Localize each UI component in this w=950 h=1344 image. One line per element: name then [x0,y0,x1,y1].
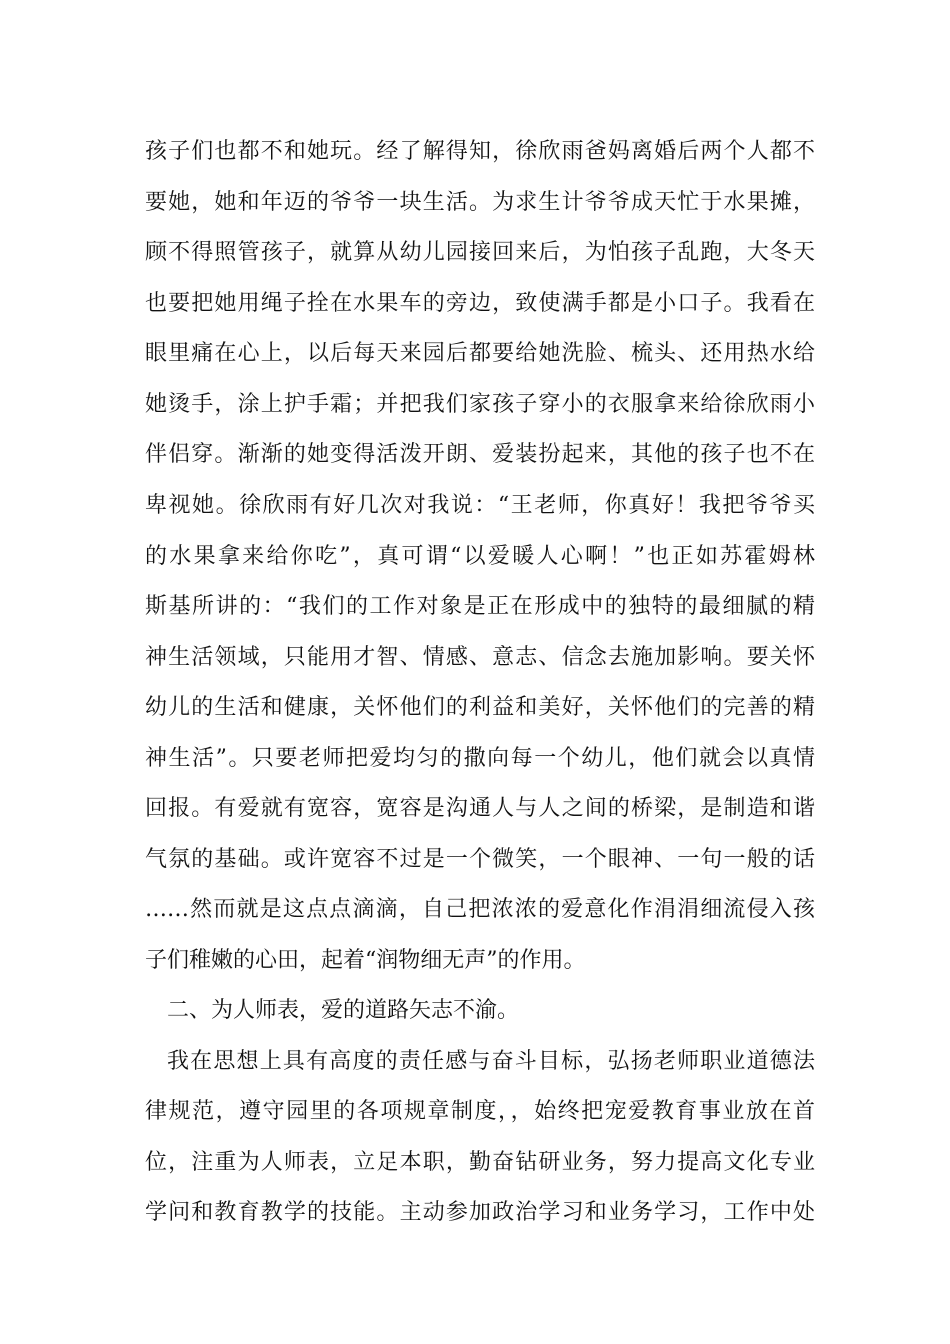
text-line: 顾不得照管孩子，就算从幼儿园接回来后，为怕孩子乱跑，大冬天 [145,240,815,265]
text-line: 神生活”。只要老师把爱均匀的撒向每一个幼儿，他们就会以真情 [145,746,815,771]
text-line: 伴侣穿。渐渐的她变得活泼开朗、爱装扮起来，其他的孩子也不在 [145,442,815,467]
section-heading: 二、为人师表，爱的道路矢志不渝。 [167,998,520,1023]
text-line: ……然而就是这点点滴滴，自己把浓浓的爱意化作涓涓细流侵入孩 [145,897,815,922]
text-line: 要她，她和年迈的爷爷一块生活。为求生计爷爷成天忙于水果摊， [145,190,815,215]
text-line: 斯基所讲的：“我们的工作对象是正在形成中的独特的最细腻的精 [145,594,815,619]
text-line: 她烫手，涂上护手霜；并把我们家孩子穿小的衣服拿来给徐欣雨小 [145,392,815,417]
text-line: 也要把她用绳子拴在水果车的旁边，致使满手都是小口子。我看在 [145,291,815,316]
text-line: 眼里痛在心上，以后每天来园后都要给她洗脸、梳头、还用热水给 [145,341,815,366]
text-line: 神生活领域，只能用才智、情感、意志、信念去施加影响。要关怀 [145,645,815,670]
text-line: 的水果拿来给你吃”，真可谓“以爱暖人心啊！”也正如苏霍姆林 [145,544,815,569]
text-line: 律规范，遵守园里的各项规章制度，，始终把宠爱教育事业放在首 [145,1099,815,1124]
text-line: 孩子们也都不和她玩。经了解得知，徐欣雨爸妈离婚后两个人都不 [145,139,815,164]
text-line: 回报。有爱就有宽容，宽容是沟通人与人之间的桥梁，是制造和谐 [145,796,815,821]
text-line: 卑视她。徐欣雨有好几次对我说：“王老师，你真好！我把爷爷买 [145,493,815,518]
paragraph-end-line: 子们稚嫩的心田，起着“润物细无声”的作用。 [145,948,586,973]
text-line: 学问和教育教学的技能。主动参加政治学习和业务学习，工作中处 [145,1200,815,1225]
text-line: 气氛的基础。或许宽容不过是一个微笑，一个眼神、一句一般的话 [145,847,815,872]
text-line: 我在思想上具有高度的责任感与奋斗目标，弘扬老师职业道德法 [167,1049,815,1074]
text-line: 幼儿的生活和健康，关怀他们的利益和美好，关怀他们的完善的精 [145,695,815,720]
text-line: 位，注重为人师表，立足本职，勤奋钻研业务，努力提高文化专业 [145,1150,815,1175]
